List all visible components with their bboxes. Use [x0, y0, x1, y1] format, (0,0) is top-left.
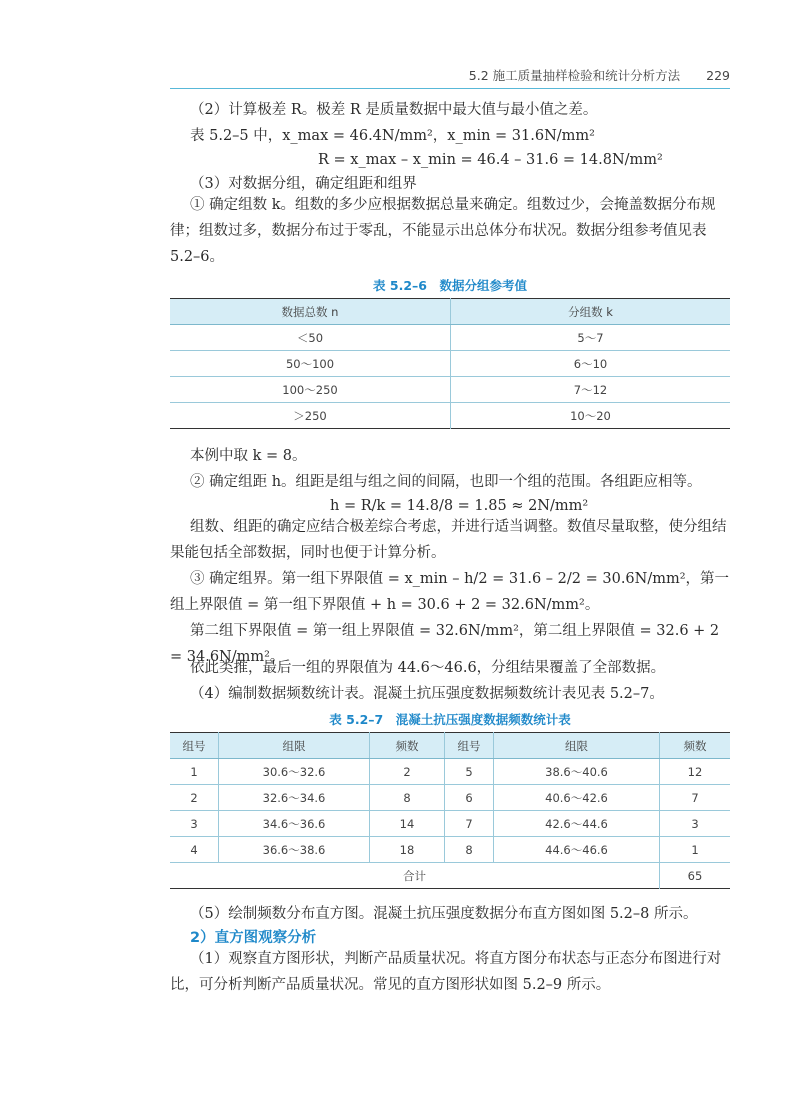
table-cell: 8 — [370, 785, 445, 811]
table-row — [170, 325, 730, 351]
section-title: 5.2 施工质量抽样检验和统计分析方法 — [468, 68, 681, 83]
table-cell: 14 — [370, 811, 445, 837]
group-reference-table — [170, 298, 730, 429]
table-cell: 40.6～42.6 — [494, 785, 660, 811]
table-row — [170, 785, 730, 811]
table-header-row — [170, 299, 730, 325]
table-cell: 3 — [660, 811, 731, 837]
table-cell: 42.6～44.6 — [494, 811, 660, 837]
table-header-cell: 组号 — [170, 733, 219, 759]
table-cell: 32.6～34.6 — [219, 785, 370, 811]
table-cell: 7 — [445, 811, 494, 837]
paragraph-boundaries: ③ 确定组界。第一组下界限值 = x_min – h/2 = 31.6 – 2/2 = 30.6N/mm²，第一组上界限值 = 第一组下界限值 + h = 30.6 + 2 = 32.6N/mm²。 — [170, 571, 730, 613]
table-cell: 7 — [660, 785, 731, 811]
table-cell: 5 — [445, 759, 494, 785]
paragraph-last-group: 依此类推，最后一组的界限值为 44.6～46.6，分组结果覆盖了全部数据。 — [190, 660, 666, 676]
paragraph-range-intro: （2）计算极差 R。极差 R 是质量数据中最大值与最小值之差。 — [190, 102, 598, 118]
paragraph-frequency-table: （4）编制数据频数统计表。混凝土抗压强度数据频数统计表见表 5.2–7。 — [190, 686, 664, 702]
table2-caption: 表 5.2–7 混凝土抗压强度数据频数统计表 — [329, 712, 571, 727]
table-total-row — [170, 863, 730, 889]
header-text — [469, 66, 730, 84]
total-value: 65 — [687, 868, 703, 883]
table-row — [170, 811, 730, 837]
table-header-row — [170, 733, 730, 759]
header-rule — [170, 88, 730, 89]
table-header-cell: 组限 — [494, 733, 660, 759]
table-row — [170, 403, 730, 429]
table-cell: 34.6～36.6 — [219, 811, 370, 837]
page-header — [170, 66, 730, 90]
table-header-cell: 组限 — [219, 733, 370, 759]
table-row — [170, 377, 730, 403]
paragraph-k-value: 本例中取 k = 8。 — [190, 448, 307, 464]
table-cell: 44.6～46.6 — [494, 837, 660, 863]
table-row — [170, 759, 730, 785]
table-row — [170, 351, 730, 377]
table-cell: 12 — [660, 759, 731, 785]
table-cell: 3 — [170, 811, 219, 837]
paragraph-observe-shape: （1）观察直方图形状，判断产品质量状况。将直方图分布状态与正态分布图进行对比，可分析判断产品质量状况。常见的直方图形状如图 5.2–9 所示。 — [170, 951, 722, 993]
paragraph-adjustment: 组数、组距的确定应结合极差综合考虑，并进行适当调整。数值尽量取整，使分组结果能包括全部数据，同时也便于计算分析。 — [170, 519, 727, 561]
table-cell: 38.6～40.6 — [494, 759, 660, 785]
paragraph-second-group: 第二组下界限值 = 第一组上界限值 = 32.6N/mm²，第二组上界限值 = 32.6 + 2 = 34.6N/mm²。 — [170, 623, 720, 665]
table-header-cell: 频数 — [660, 733, 731, 759]
table-cell: ＞250 — [170, 403, 451, 429]
table-row — [170, 837, 730, 863]
paragraph-group-count: ① 确定组数 k。组数的多少应根据数据总量来确定。组数过少，会掩盖数据分布规律；组数过多，数据分布过于零乱，不能显示出总体分布状况。数据分组参考值见表 5.2–6。 — [170, 197, 716, 265]
table-cell: 100～250 — [170, 377, 451, 403]
table-header-cell: 组号 — [445, 733, 494, 759]
paragraph-grouping-heading: （3）对数据分组，确定组距和组界 — [190, 176, 417, 192]
paragraph-group-width: ② 确定组距 h。组距是组与组之间的间隔，也即一个组的范围。各组距应相等。 — [190, 474, 702, 490]
frequency-table — [170, 732, 730, 889]
table-cell: 30.6～32.6 — [219, 759, 370, 785]
paragraph-xmax-xmin: 表 5.2–5 中，x_max = 46.4N/mm²，x_min = 31.6N/mm² — [190, 128, 595, 144]
table-cell: 18 — [370, 837, 445, 863]
table-cell: 1 — [170, 759, 219, 785]
table-cell: 50～100 — [170, 351, 451, 377]
formula-group-width: h = R/k = 14.8/8 = 1.85 ≈ 2N/mm² — [330, 498, 589, 514]
table-cell: 6～10 — [451, 351, 731, 377]
table-cell: 8 — [445, 837, 494, 863]
table-header-cell: 数据总数 n — [170, 299, 451, 325]
table-cell: 36.6～38.6 — [219, 837, 370, 863]
table-cell: 2 — [370, 759, 445, 785]
table-cell: 1 — [660, 837, 731, 863]
table-cell: 7～12 — [451, 377, 731, 403]
table-header-cell: 频数 — [370, 733, 445, 759]
table-cell: 10～20 — [570, 408, 611, 423]
section-heading-histogram-analysis: 2）直方图观察分析 — [190, 930, 317, 946]
table1-caption: 表 5.2–6 数据分组参考值 — [373, 278, 527, 293]
table-cell: 2 — [170, 785, 219, 811]
page-number: 229 — [706, 68, 730, 83]
table-cell: 4 — [170, 837, 219, 863]
total-label: 合计 — [170, 863, 660, 889]
paragraph-histogram: （5）绘制频数分布直方图。混凝土抗压强度数据分布直方图如图 5.2–8 所示。 — [190, 906, 698, 922]
table-cell: 6 — [445, 785, 494, 811]
table-cell: ＜50 — [170, 325, 451, 351]
table-header-cell: 分组数 k — [451, 299, 731, 325]
table-cell: 5～7 — [451, 325, 731, 351]
formula-range: R = x_max – x_min = 46.4 – 31.6 = 14.8N/mm² — [318, 152, 663, 168]
